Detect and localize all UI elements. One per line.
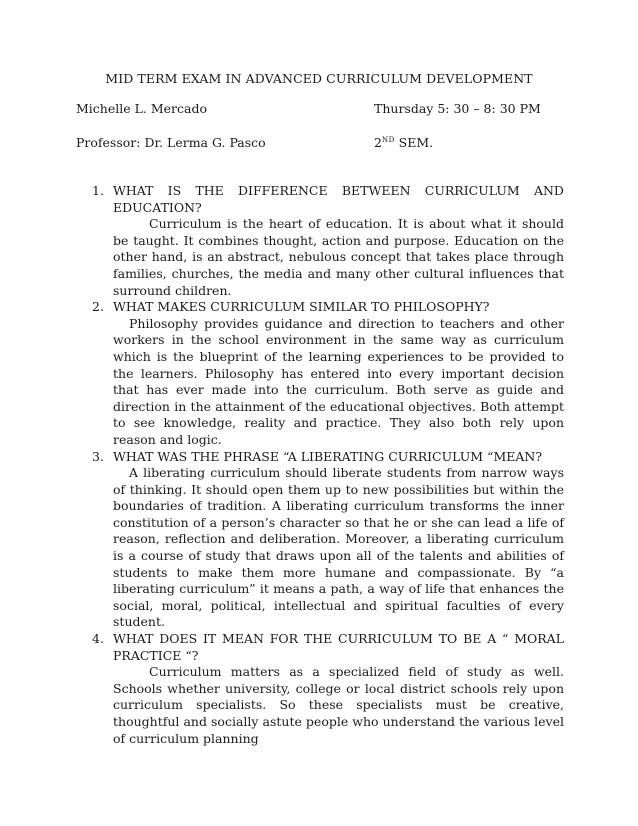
question-text [113, 183, 564, 200]
class-schedule: Thursday 5: 30 – 8: 30 PM [374, 101, 541, 116]
semester [374, 135, 433, 150]
question-number: 3. [92, 448, 104, 464]
question-word: CURRICULUM [424, 183, 520, 198]
semester-label: SEM. [394, 135, 434, 150]
question-item-1 [88, 183, 564, 299]
question-word: IS [167, 183, 182, 198]
question-word: THE [195, 183, 224, 198]
question-text: WHAT WAS THE PHRASE “A LIBERATING CURRICULUM “MEAN? [113, 448, 543, 464]
question-number: 2. [92, 299, 104, 315]
question-text-continued: EDUCATION? [113, 199, 202, 215]
question-text: WHAT MAKES CURRICULUM SIMILAR TO PHILOSOPHY? [113, 299, 490, 315]
question-text: WHAT DOES IT MEAN FOR THE CURRICULUM TO BE A “ MORAL PRACTICE “? [113, 631, 564, 663]
question-word: AND [533, 183, 564, 198]
question-item-4 [88, 631, 564, 747]
semester-ordinal-suffix: ND [381, 136, 395, 144]
question-list [88, 183, 564, 747]
answer-text: Philosophy provides guidance and direction to teachers and other workers in the school environment in the same way as curriculum which is the blueprint of the learning experiences to be provided to the learners. Philosophy has entered into every important decision that has ever made into the curriculum. Both serve as guide and direction in the attainment of the educational objectives. Both attempt to see knowledge, reality and practice. They also both rely upon reason and logic. [113, 315, 564, 447]
question-number: 1. [92, 183, 104, 198]
exam-title: MID TERM EXAM IN ADVANCED CURRICULUM DEVELOPMENT [105, 71, 533, 86]
semester-number: 2 [374, 135, 382, 150]
question-item-2 [88, 299, 564, 448]
answer-text: Curriculum matters as a specialized field of study as well. Schools whether university, college or local district schools rely upon curriculum specialists. So these specialists must be creative, thoughtful and socially astute people who understand the various level of curriculum planning [113, 664, 564, 746]
question-word: WHAT [113, 183, 154, 198]
answer-text: Curriculum is the heart of education. It is about what it should be taught. It combines thought, action and purpose. Education on the other hand, is an abstract, nebulous concept that takes place through families, churches, the media and many other cultural influences that surround children. [113, 216, 564, 298]
answer-text: A liberating curriculum should liberate students from narrow ways of thinking. It should open them up to new possibilities but within the boundaries of tradition. A liberating curriculum transforms the inner constitution of a person’s character so that he or she can lead a life of reason, reflection and deliberation. Moreover, a liberating curriculum is a course of study that draws upon all of the talents and abilities of students to make them more humane and compassionate. By “a liberating curriculum” it means a path, a way of life that enhances the social, moral, political, intellectual and spiritual faculties of every student. [113, 465, 564, 630]
professor-name: Professor: Dr. Lerma G. Pasco [76, 135, 266, 150]
question-word: DIFFERENCE [238, 183, 328, 198]
question-number: 4. [92, 631, 104, 647]
question-word: BETWEEN [341, 183, 411, 198]
student-name: Michelle L. Mercado [76, 101, 208, 116]
question-item-3 [88, 449, 564, 632]
